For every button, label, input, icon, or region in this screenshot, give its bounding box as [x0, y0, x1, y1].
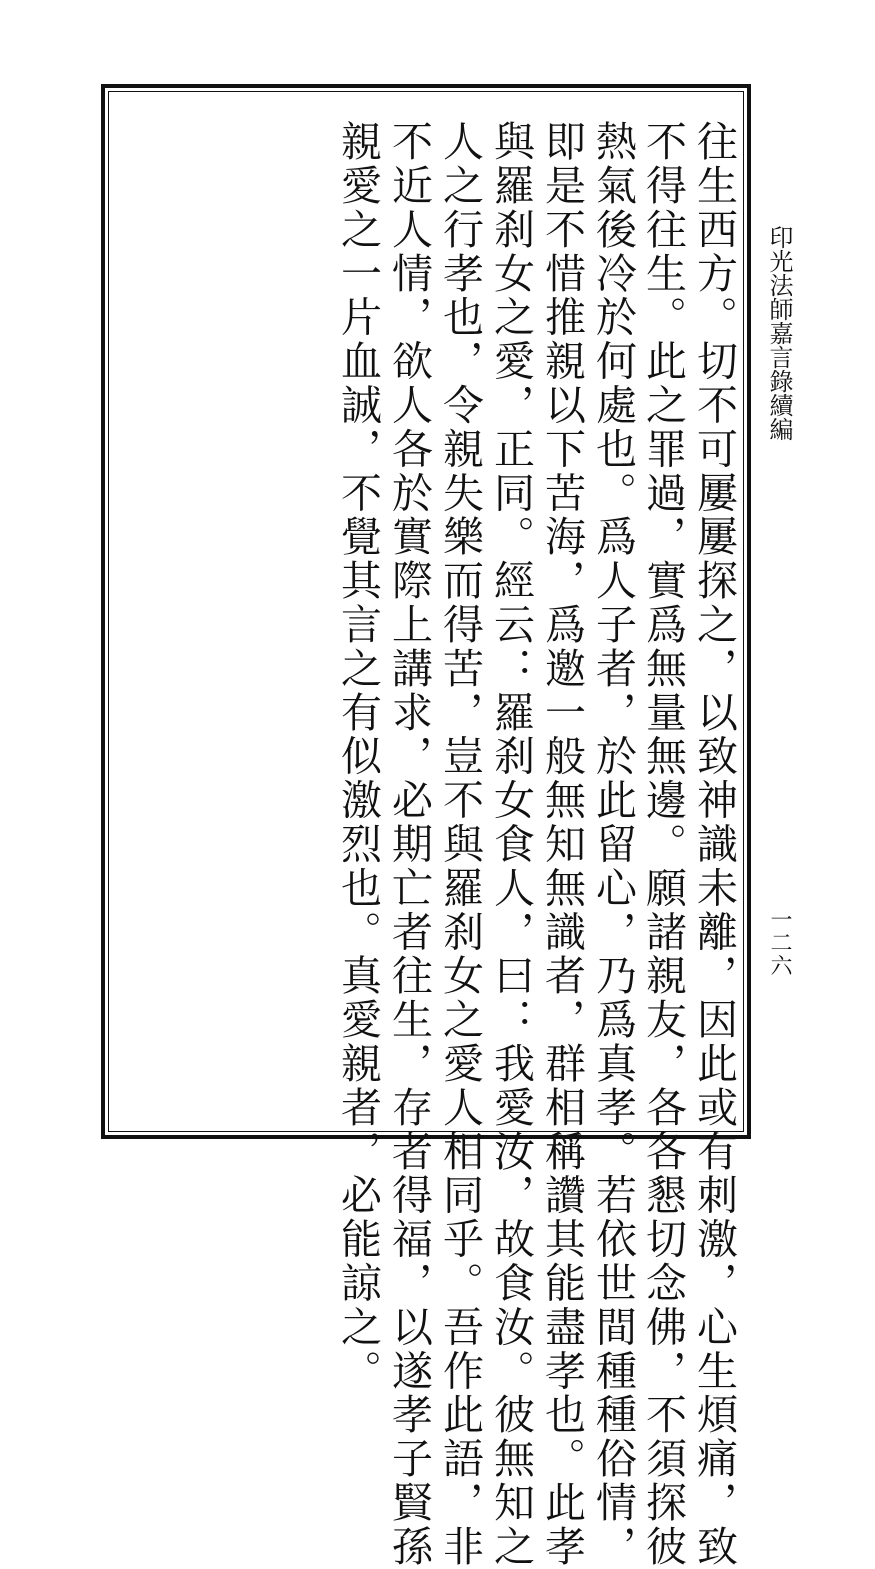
text-column-6: 人之行孝也，令親失樂而得苦，豈不與羅刹女之愛人相同乎。吾作此語，非 — [436, 120, 484, 1569]
text-column-2: 不得往生。此之罪過，實爲無量無邊。願諸親友，各各懇切念佛，不須探彼 — [639, 120, 687, 1569]
text-column-3: 熱氣後冷於何處也。爲人子者，於此留心，乃爲真孝。若依世間種種俗情， — [589, 120, 637, 1569]
text-column-1: 往生西方。切不可屢屢探之，以致神識未離，因此或有刺激，心生煩痛，致 — [690, 120, 738, 1569]
text-column-5: 與羅刹女之愛，正同。經云：羅刹女食人，曰：我愛汝，故食汝。彼無知之 — [487, 120, 535, 1569]
running-header-title: 印光法師嘉言錄續編 — [765, 225, 793, 441]
text-column-8: 親愛之一片血誠，不覺其言之有似激烈也。真愛親者，必能諒之。 — [334, 120, 382, 1394]
page-number: 一二六 — [767, 908, 792, 977]
text-column-4: 即是不惜推親以下苦海，爲邀一般無知無識者，群相稱讚其能盡孝也。此孝 — [538, 120, 586, 1569]
text-column-7: 不近人情，欲人各於實際上講求，必期亡者往生，存者得福，以遂孝子賢孫 — [385, 120, 433, 1569]
